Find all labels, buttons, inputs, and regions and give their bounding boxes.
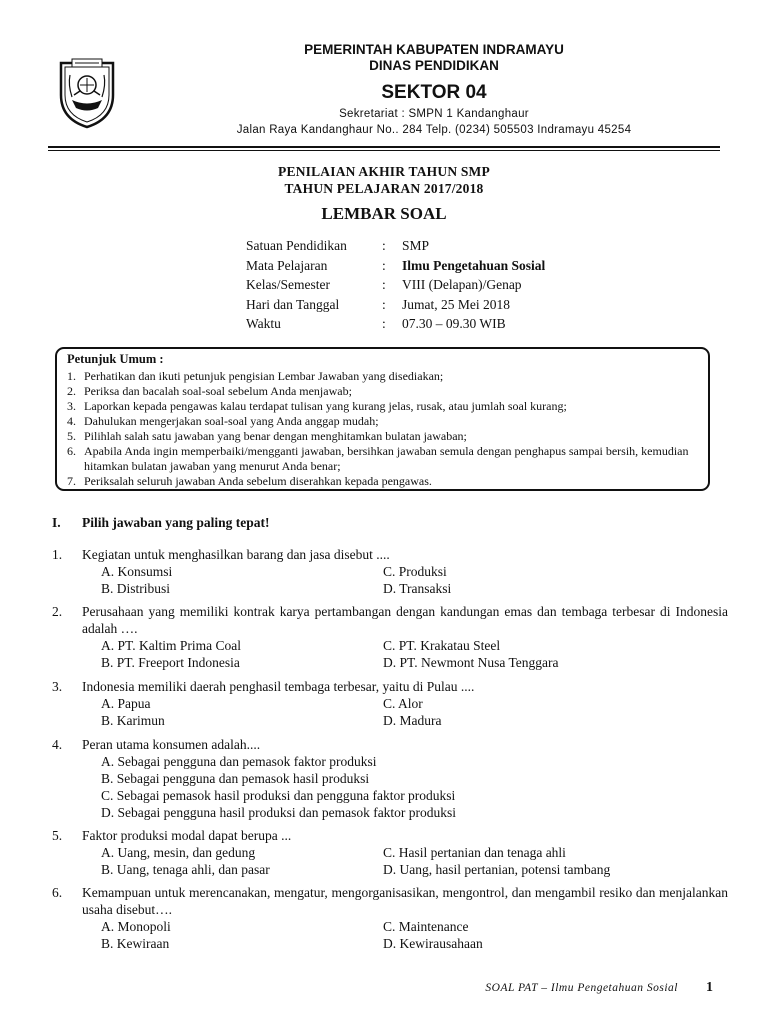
instruction-number: 7. (67, 474, 76, 488)
question-number: 4. (52, 737, 63, 752)
info-row-education-unit (246, 238, 545, 258)
section-title: Pilih jawaban yang paling tepat! (82, 515, 270, 530)
info-colon: : (382, 238, 386, 253)
page-footer: SOAL PAT – Ilmu Pengetahuan Sosial (485, 982, 678, 994)
option-c: C. Alor (383, 696, 423, 711)
answer-options (101, 844, 728, 878)
question-number: 6. (52, 885, 63, 900)
section-number: I. (52, 515, 61, 530)
question-4 (52, 736, 728, 821)
question-6 (52, 884, 728, 952)
info-value: Ilmu Pengetahuan Sosial (402, 257, 546, 273)
info-value: Jumat, 25 Mei 2018 (402, 296, 510, 312)
question-number: 5. (52, 828, 63, 843)
option-b: B. Uang, tenaga ahli, dan pasar (101, 862, 270, 877)
answer-options (101, 918, 728, 952)
instructions-title: Petunjuk Umum : (67, 352, 164, 366)
instructions-list (67, 369, 700, 489)
instruction-number: 1. (67, 369, 76, 383)
exam-title: PENILAIAN AKHIR TAHUN SMP (278, 164, 490, 179)
option-a: A. Papua (101, 696, 151, 711)
instruction-text: Apabila Anda ingin memperbaiki/mengganti jawaban, bersihkan jawaban semula dengan penghapus sampai bersih, kemudian hitamkan bulatan jawaban yang menurut Anda benar; (84, 444, 689, 473)
info-row-subject (246, 258, 545, 278)
letterhead-sector: SEKTOR 04 (381, 82, 487, 103)
info-value: SMP (402, 238, 430, 253)
question-text: Peran utama konsumen adalah.... (82, 737, 261, 752)
option-c: C. Maintenance (383, 919, 469, 934)
instruction-item (67, 474, 700, 489)
instruction-number: 5. (67, 429, 76, 443)
info-colon: : (382, 257, 386, 273)
info-label: Waktu (246, 316, 281, 331)
option-a: A. Monopoli (101, 919, 171, 934)
question-number: 1. (52, 547, 63, 562)
instruction-item (67, 384, 700, 399)
sheet-title: LEMBAR SOAL (321, 204, 447, 223)
info-row-time (246, 316, 545, 336)
info-row-date (246, 297, 545, 317)
option-a: A. Uang, mesin, dan gedung (101, 845, 256, 860)
page-number: 1 (706, 980, 713, 995)
instruction-number: 2. (67, 384, 76, 398)
instruction-item (67, 369, 700, 384)
instruction-item (67, 429, 700, 444)
option-b: B. PT. Freeport Indonesia (101, 655, 240, 670)
question-2 (52, 603, 728, 671)
answer-options (101, 695, 728, 729)
exam-info-table (246, 238, 545, 336)
option-c: C. Produksi (383, 564, 447, 579)
instruction-number: 4. (67, 414, 76, 428)
question-text: Kegiatan untuk menghasilkan barang dan jasa disebut .... (82, 547, 390, 562)
question-text: Indonesia memiliki daerah penghasil tembaga terbesar, yaitu di Pulau .... (82, 679, 475, 694)
question-1 (52, 546, 728, 597)
option-b: B. Sebagai pengguna dan pemasok hasil produksi (101, 771, 370, 786)
section-heading (52, 515, 270, 531)
info-label: Mata Pelajaran (246, 257, 328, 273)
question-number: 3. (52, 679, 63, 694)
answer-options (101, 563, 728, 597)
instruction-item (67, 444, 700, 474)
option-d: D. PT. Newmont Nusa Tenggara (383, 655, 559, 670)
option-c: C. Hasil pertanian dan tenaga ahli (383, 845, 566, 860)
option-b: B. Karimun (101, 713, 165, 728)
instruction-text: Periksalah seluruh jawaban Anda sebelum diserahkan kepada pengawas. (84, 474, 432, 488)
option-d: D. Transaksi (383, 581, 452, 596)
option-b: B. Distribusi (101, 581, 171, 596)
info-label: Hari dan Tanggal (246, 296, 340, 312)
question-3 (52, 678, 728, 729)
option-a: A. Sebagai pengguna dan pemasok faktor produksi (101, 754, 377, 769)
option-d: D. Sebagai pengguna hasil produksi dan pemasok faktor produksi (101, 805, 457, 820)
info-colon: : (382, 296, 386, 312)
instruction-number: 3. (67, 399, 76, 413)
info-label: Kelas/Semester (246, 277, 330, 292)
option-a: A. PT. Kaltim Prima Coal (101, 638, 241, 653)
info-row-class-semester (246, 277, 545, 297)
question-text: Faktor produksi modal dapat berupa ... (82, 828, 292, 843)
info-label: Satuan Pendidikan (246, 238, 347, 253)
option-c: C. Sebagai pemasok hasil produksi dan pengguna faktor produksi (101, 788, 456, 803)
option-d: D. Uang, hasil pertanian, potensi tambang (383, 862, 611, 877)
instruction-text: Perhatikan dan ikuti petunjuk pengisian Lembar Jawaban yang disediakan; (84, 369, 444, 383)
instruction-number: 6. (67, 444, 76, 458)
info-value: VIII (Delapan)/Genap (402, 277, 522, 292)
question-number: 2. (52, 604, 63, 619)
instruction-item (67, 414, 700, 429)
answer-options (101, 637, 728, 671)
question-text: Kemampuan untuk merencanakan, mengatur, mengorganisasikan, mengontrol, dan mengambil resiko dan menjalankan usaha disebut…. (82, 885, 728, 917)
general-instructions-box (55, 347, 710, 491)
letterhead-divider (48, 146, 720, 148)
letterhead-government: PEMERINTAH KABUPATEN INDRAMAYU (304, 42, 564, 57)
instruction-item (67, 399, 700, 414)
letterhead-department: DINAS PENDIDIKAN (369, 58, 499, 73)
question-text: Perusahaan yang memiliki kontrak karya pertambangan dengan kandungan emas dan tembaga terbesar di Indonesia adalah …. (82, 604, 728, 636)
option-d: D. Kewirausahaan (383, 936, 483, 951)
answer-options (101, 753, 728, 821)
instruction-text: Periksa dan bacalah soal-soal sebelum Anda menjawab; (84, 384, 352, 398)
instruction-text: Laporkan kepada pengawas kalau terdapat tulisan yang kurang jelas, rusak, atau jumlah soal kurang; (84, 399, 567, 413)
letterhead-address: Jalan Raya Kandanghaur No.. 284 Telp. (0234) 505503 Indramayu 45254 (236, 124, 632, 136)
instruction-text: Pilihlah salah satu jawaban yang benar dengan menghitamkan bulatan jawaban; (84, 429, 467, 443)
instruction-text: Dahulukan mengerjakan soal-soal yang Anda anggap mudah; (84, 414, 379, 428)
letterhead-secretariat: Sekretariat : SMPN 1 Kandanghaur (339, 108, 529, 120)
info-value: 07.30 – 09.30 WIB (402, 316, 506, 331)
option-b: B. Kewiraan (101, 936, 170, 951)
option-c: C. PT. Krakatau Steel (383, 638, 501, 653)
question-5 (52, 827, 728, 878)
regency-emblem-icon (58, 55, 116, 129)
option-a: A. Konsumsi (101, 564, 173, 579)
option-d: D. Madura (383, 713, 442, 728)
info-colon: : (382, 277, 386, 292)
academic-year: TAHUN PELAJARAN 2017/2018 (284, 181, 484, 196)
info-colon: : (382, 316, 386, 331)
letterhead-divider-thin (48, 150, 720, 151)
